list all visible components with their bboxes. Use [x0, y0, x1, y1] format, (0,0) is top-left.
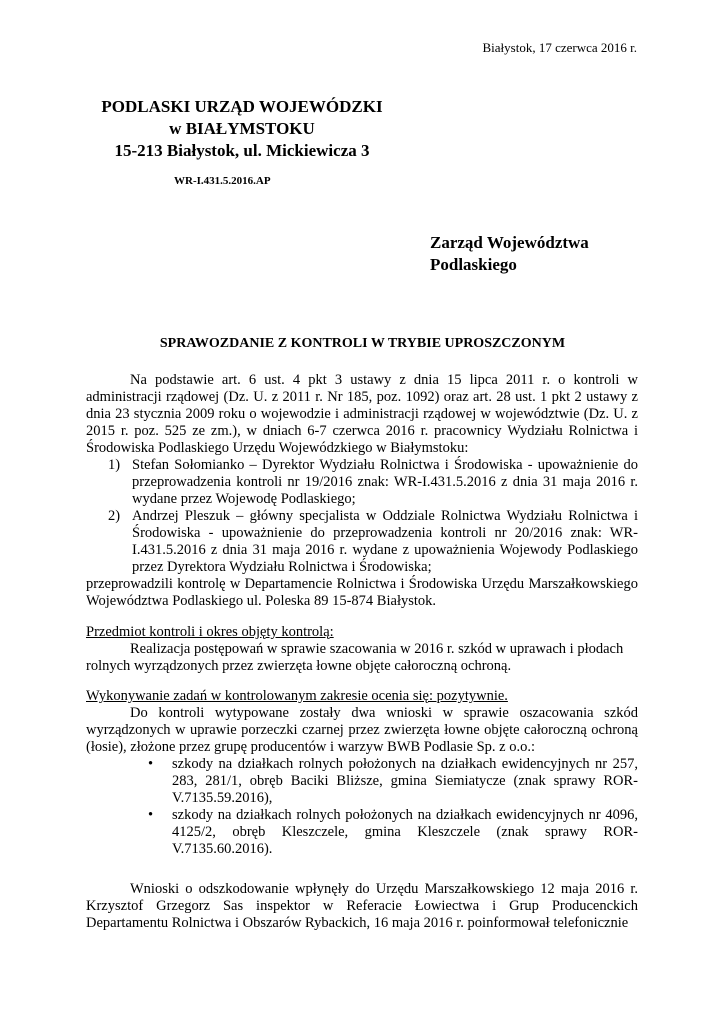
list-item	[86, 457, 638, 508]
addressee-line-2: Podlaskiego	[430, 255, 517, 274]
section-heading: Wykonywanie zadań w kontrolowanym zakresie ocenia się: pozytywnie.	[86, 688, 508, 704]
section-assessment	[86, 688, 638, 858]
list-text: szkody na działkach rolnych położonych na działkach ewidencyjnych nr 4096, 4125/2, obręb Kleszczele, gmina Kleszczele (znak sprawy ROR-V.7135.60.2016).	[172, 807, 638, 857]
intro-closing: przeprowadzili kontrolę w Departamencie Rolnictwa i Środowiska Urzędu Marszałkowskiego Województwa Podlaskiego ul. Poleska 89 15-874 Białystok.	[86, 576, 638, 609]
office-city: w BIAŁYMSTOKU	[169, 119, 315, 138]
list-text: szkody na działkach rolnych położonych na działkach ewidencyjnych nr 257, 283, 281/1, obręb Baciki Bliższe, gmina Siemiatycze (znak sprawy ROR-V.7135.59.2016),	[172, 756, 638, 806]
case-list	[86, 756, 638, 858]
office-address: 15-213 Białystok, ul. Mickiewicza 3	[114, 141, 370, 160]
section-text: Do kontroli wytypowane zostały dwa wnioski w sprawie oszacowania szkód wyrządzonych w uprawie porzeczki czarnej przez zwierzęta łowne objęte całoroczną ochroną (łosie), złożone przez grupę producentów i warzyw BWB Podlasie Sp. z o.o.:	[86, 705, 638, 755]
list-text: Andrzej Pleszuk – główny specjalista w Oddziale Rolnictwa Wydziału Rolnictwa i Środowiska - upoważnienie do przeprowadzenia kontroli nr 20/2016 znak: WR-I.431.5.2016 z dnia 31 maja 2016 r. wydane z upoważnienia Wojewody Podlaskiego przez Dyrektora Wydziału Rolnictwa i Środowiska;	[132, 508, 638, 575]
section-applications	[86, 881, 638, 932]
list-item	[86, 807, 638, 858]
list-item	[86, 756, 638, 807]
section-text: Realizacja postępowań w sprawie szacowania w 2016 r. szkód w uprawach i płodach rolnych wyrządzonych przez zwierzęta łowne objęte całoroczną ochroną.	[86, 641, 624, 674]
intro-paragraph: Na podstawie art. 6 ust. 4 pkt 3 ustawy z dnia 15 lipca 2011 r. o kontroli w administracji rządowej (Dz. U. z 2011 r. Nr 185, poz. 1092) oraz art. 28 ust. 1 pkt 2 ustawy z dnia 23 stycznia 2009 roku o wojewodzie i administracji rządowej w województwie (Dz. U. z 2015 r. poz. 525 ze zm.), w dniach 6-7 czerwca 2016 r. pracownicy Wydziału Rolnictwa i Środowiska Podlaskiego Urzędu Wojewódzkiego w Białymstoku:	[86, 372, 638, 456]
section-text: Wnioski o odszkodowanie wpłynęły do Urzędu Marszałkowskiego 12 maja 2016 r. Krzysztof Grzegorz Sas inspektor w Referacie Łowiectwa i Grup Producenckich Departamentu Rolnictwa i Obszarów Rybackich, 16 maja 2016 r. poinformował telefonicznie	[86, 881, 638, 931]
document-date: Białystok, 17 czerwca 2016 r.	[482, 40, 637, 55]
list-item	[86, 508, 638, 576]
intro-section	[86, 372, 638, 610]
list-number: 1)	[108, 457, 121, 473]
section-heading: Przedmiot kontroli i okres objęty kontrolą:	[86, 624, 334, 640]
office-header	[100, 96, 384, 162]
report-title: SPRAWOZDANIE Z KONTROLI W TRYBIE UPROSZCZONYM	[159, 336, 566, 351]
addressee	[430, 232, 589, 276]
office-name: PODLASKI URZĄD WOJEWÓDZKI	[101, 97, 383, 116]
bullet-icon: •	[148, 756, 154, 772]
inspector-list	[86, 457, 638, 576]
bullet-icon: •	[148, 807, 154, 823]
list-number: 2)	[108, 508, 121, 524]
reference-number: WR-I.431.5.2016.AP	[174, 175, 271, 187]
addressee-line-1: Zarząd Województwa	[430, 233, 589, 252]
section-subject	[86, 624, 638, 675]
list-text: Stefan Sołomianko – Dyrektor Wydziału Rolnictwa i Środowiska - upoważnienie do przeprowadzenia kontroli nr 19/2016 znak: WR-I.431.5.2016 z dnia 31 maja 2016 r. wydane przez Wojewodę Podlaskiego;	[132, 457, 638, 507]
